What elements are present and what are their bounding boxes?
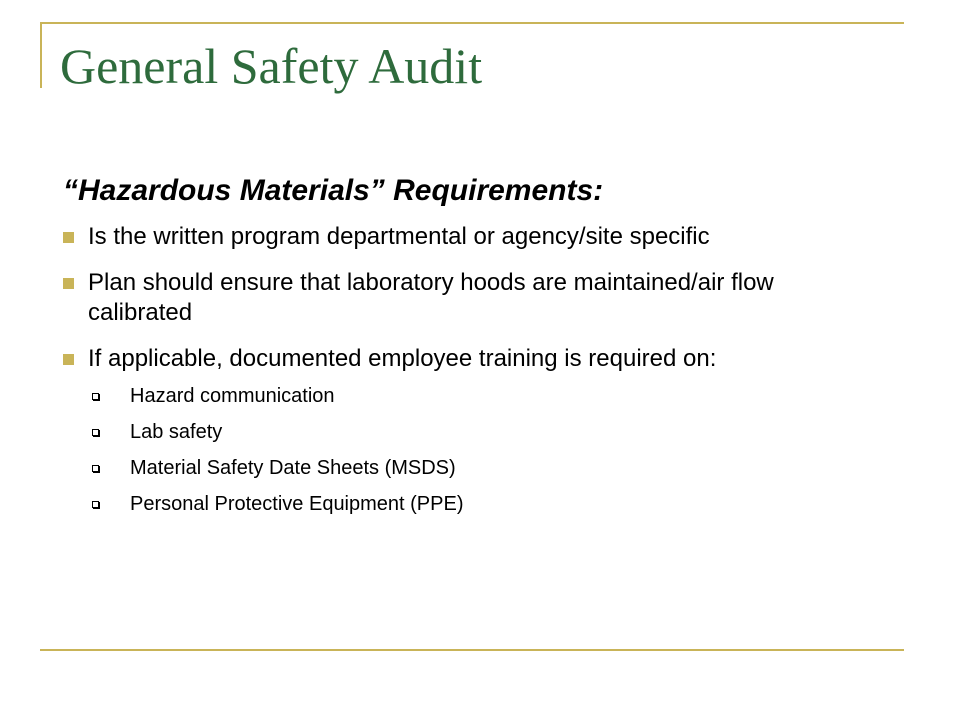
requirements-list xyxy=(63,222,863,516)
list-item xyxy=(63,344,863,516)
training-topics-list xyxy=(88,384,863,516)
square-bullet-icon xyxy=(63,354,74,365)
sub-list-item-text: Hazard communication xyxy=(130,385,335,407)
sub-list-item xyxy=(88,384,863,408)
hollow-square-bullet-icon xyxy=(92,393,99,400)
hollow-square-bullet-icon xyxy=(92,501,99,508)
slide-body xyxy=(63,168,863,516)
list-item-text: Is the written program departmental or agency/site specific xyxy=(88,223,710,250)
list-item xyxy=(63,268,863,328)
sub-list-item xyxy=(88,420,863,444)
sub-list-item-text: Lab safety xyxy=(130,421,223,443)
sub-list-item xyxy=(88,456,863,480)
square-bullet-icon xyxy=(63,278,74,289)
list-item-text: If applicable, documented employee training is required on: xyxy=(88,345,717,372)
top-divider-line xyxy=(40,22,904,24)
list-item-text: Plan should ensure that laboratory hoods are maintained/air flow calibrated xyxy=(88,269,774,326)
section-heading: “Hazardous Materials” Requirements: xyxy=(63,174,604,207)
slide-title: General Safety Audit xyxy=(60,38,483,94)
hollow-square-bullet-icon xyxy=(92,429,99,436)
sub-list-item-text: Material Safety Date Sheets (MSDS) xyxy=(130,457,456,479)
left-accent-line xyxy=(40,22,42,88)
bottom-divider-line xyxy=(40,649,904,651)
square-bullet-icon xyxy=(63,232,74,243)
sub-list-item-text: Personal Protective Equipment (PPE) xyxy=(130,493,464,515)
sub-list-item xyxy=(88,492,863,516)
list-item xyxy=(63,222,863,252)
hollow-square-bullet-icon xyxy=(92,465,99,472)
